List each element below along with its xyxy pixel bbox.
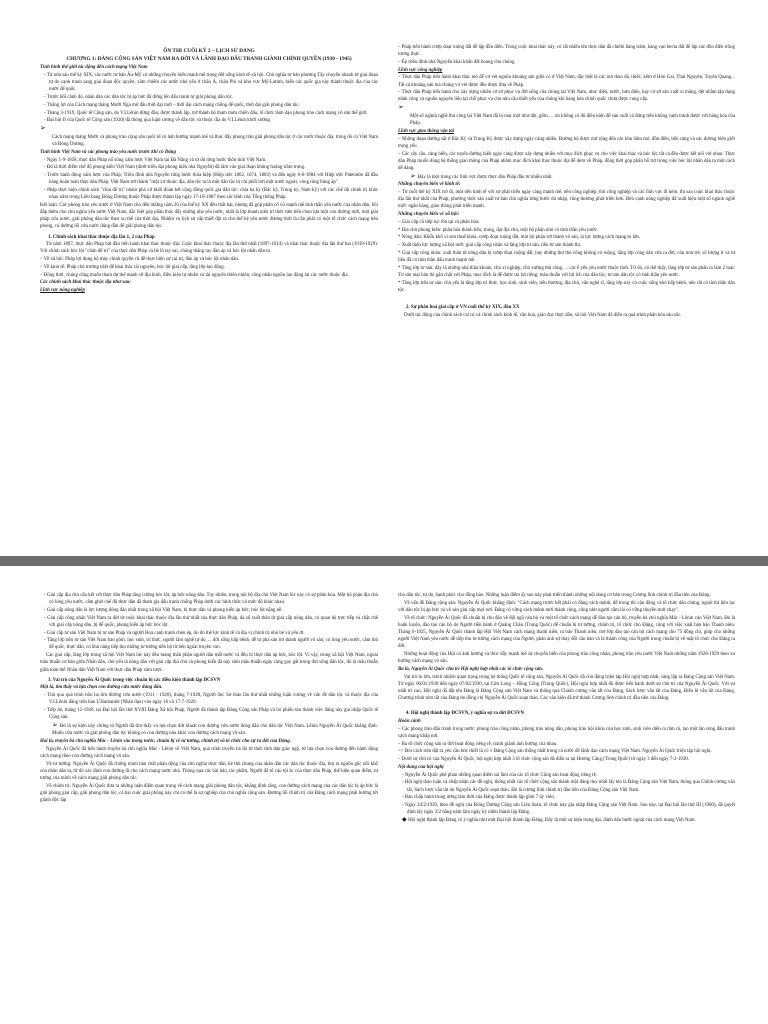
list-item: - Giai cấp địa chủ cấu kết với thực dân Pháp tăng cường bóc lột, áp bức nông dân. Tuy nhiên, trong nội bộ địa chủ Việt Nam lúc này có sự phân hóa. Một bộ phận địa chủ có lòng yêu nước, căm ghét chế độ thực dân đã tham gia đấu tranh chống Pháp dưới các hình thức và mức độ khác nhau. [44,593,379,606]
list-item: - Tiếp đó, tháng 12-1920, tại Đại hội lần thứ XVIII Đảng Xã hội Pháp, Người đã thành lập Đảng Cộng sản Pháp và bỏ phiếu tán thành việc đảng này gia nhập Quốc tế Cộng sản. [44,708,378,721]
bullet-icon: - [44,607,47,613]
bullet-icon: - [44,102,47,108]
list-item: - Trước bối cảnh đó, nhân dân các dân tộc bị áp bức đã đứng lên đấu tranh tự giải phóng dân tộc. [44,95,234,101]
paragraph: Về vấn đề Đảng cộng sản: Nguyễn Ái Quốc khẳng định: "Cách mạng trước hết phải có đảng cách mệnh, để trong thì vận động và tổ chức dân chúng, ngoài thì liên lạc với dân tộc bị áp bức và vô sản giai cấp mọi nơi. Đảng có vững cách mệnh mới thành công, cũng như người cầm lái có vững thuyền mới chạy". [398,600,735,613]
note-text: ➢ Đó là sự kiện này chứng tỏ Người đã tìm thấy và lựa chọn dứt khoát con đường cứu nước đúng đắn cho dân tộc Việt Nam. Lênin Nguyễn Ái Quốc khẳng định: Muốn cứu nước và giải phóng dân tộc không có con đường nào khác con đường cách mạng vô sản. [52,721,378,737]
list-item: - Ngày 1-9-1858, thực dân Pháp nổ súng xâm lược Việt Nam tại Đà Nẵng và từ đó từng bước thôn tính Việt Nam. [44,157,267,163]
paragraph: Từ năm 1897, thực dân Pháp bắt đầu tiến hành khai thác thuộc địa: Cuộc khai thác thuộc địa lần thứ nhất (1897-1914) và khai thác thuộc địa lần thứ hai (1919-1929). Với chính sách bóc lột "chân đế trị" của thực dân Pháp và bè lũ tay sai, chúng thẳng tay đàn áp và bóc lột nhân dân ta. [40,242,378,255]
paragraph: * Giai cấp công nhân: xuất thân từ nông dân bị cướp đoạt ruộng đất, hay những thợ thủ công không có ruộng, tầng lớp công dân vừa ra đời, còn non trẻ, số lượng ít và tư liệu đã có tinh thần đấu tranh mạnh mẽ. [398,250,735,264]
document-page-2 [0,566,768,1024]
heading-policies: Các chính sách khai thác thuộc địa như sau: [40,280,131,286]
paragraph: Về chính trị: Nguyễn Ái Quốc đưa ra những luận điểm quan trọng về cách mạng giải phóng dân tộc, khẳng định rằng, con đường cách mạng của các dân tộc bị áp bức là giải phóng giai cấp, giải phóng dân tộc, cả hai cuộc giải phóng này chỉ có thể là sự nghiệp của chủ nghĩa cộng sản. Đường lối chính trị của Đảng cách mạng phải hướng tới giành độc lập [40,783,378,803]
list-item: - Pháp thực hiện chính sách "chia để trị" nhằm phá vỡ khối đoàn kết cộng đồng quốc gia dân tộc: chia ba kỳ (Bắc kỳ, Trung kỳ, Nam kỳ) với các chế độ chính trị khác nhau nằm trong Liên bang Đông Dương thuộc Pháp được thành lập ngày 17-10-1887 theo sắc lệnh của Tổng thống Pháp. [44,188,378,201]
list-item: ◆ Hội nghị thành lập Đảng có ý nghĩa như một Đại hội thành lập Đảng. Đây là một sự kiện trọng đại, đánh dấu bước ngoặt của cách mạng Việt Nam. [402,817,696,824]
paragraph: – Về kinh tế: Pháp chủ trương triệt để khai thác tài nguyên, bóc lột giai cấp, tầng lớp lao động. [40,264,225,270]
note-text: Cách mạng tháng Mười và phong trào cộng sản quốc tế có ảnh hưởng mạnh mẽ và thúc đẩy phong trào giải phóng dân tộc ở các nước thuộc địa, trong đó có Việt Nam và Đông Dương. [52,134,378,148]
list-item: - Trước hành động xâm lược của Pháp, Triều đình nhà Nguyễn từng bước thỏa hiệp (Hiệp ước 1862, 1874, 1883) và đến ngày 6-6-1884 với Hiệp ước Patenôtre đã đầu hàng hoàn toàn thực dân Pháp, Việt Nam trở thành "một xứ thuộc địa, dân tộc ta là một dân tộc bị chi phối bởi một nước ngoài, vòng tùng bùng áp". [44,173,378,186]
paragraph: * Nông dân: Khốn khổ vì sưu thuế khóa, cướp đoạt ruộng đất, một bộ phận trở thành vô sản, là lực lượng cách mạng to lớn. [398,235,641,241]
heading-social-changes: Những chuyển biến về xã hội: [398,212,460,218]
paragraph: – Từ cuối thế kỷ XIX trở đi, một nền kinh tế với sự phát triển ngày càng mạnh mẽ, nền công nghiệp, thủ công nghiệp và các lĩnh vực đi kèm, thì sau cuộc khai thác thuộc địa lần thứ nhất của Pháp, phương thức sản xuất tư bản chủ nghĩa từng bước du nhập, công thương phát triển hơn. Bên cạnh nông nghiệp đã xuất hiện một số ngành nghề mới: ngân hàng, giao thông phát triển mạnh. [398,190,735,210]
section-heading-4: 4. Hội nghị thành lập ĐCSVN, ý nghĩa sự ra đời ĐCSVN [406,711,525,717]
paragraph: Các giai cấp, tầng lớp trong xã hội Việt Nam lúc này đều mang thân phận người dân mất nước và đều bị thực dân áp bức, bóc lột. Vì vậy, trong xã hội Việt Nam, ngoài mâu thuẫn cơ bản giữa Nhân dân, chủ yếu là nông dân với giai cấp địa chủ và phong kiến đã nảy sinh mâu thuẫn ngày càng gay gắt trong đời sống dân tộc, đó là mâu thuẫn giữa toàn thể Nhân dân Việt Nam với thực dân Pháp xâm lược. [40,653,378,673]
paragraph: – Ba tổ chức cộng sản ra đời hoạt động riêng rẽ, tranh giành ảnh hưởng của nhau. [398,741,558,747]
bullet-icon: - [44,118,47,124]
bullet-icon: - [44,73,47,79]
section-heading-3: 3. Vai trò của Nguyễn Ái Quốc trong việc chuẩn bị các điều kiện thành lập ĐCSVN [48,677,221,683]
list-item: - Tầng lớp tiểu tư sản Việt Nam bao gồm: học sinh, trí thức, người làm nghề tự do, ... đời sống bấp bênh, dễ bị phá sản trở thành người vô sản; có lòng yêu nước, căm thù đế quốc, thực dân, có khả năng tiếp thu những tư tưởng tiến bộ từ bên ngoài truyền vào. [44,638,378,651]
heading-economic-changes: Những chuyển biến về kinh tế: [398,182,461,188]
paragraph: Về tư tưởng: Nguyễn Ái Quốc đã chứng minh bản chất phản động của chủ nghĩa thực dân, kẻ thù chung của nhân dân các dân tộc thuộc địa, tìm ra nguồn gốc nỗi khổ của nhân dân ta, từ đó xác định con đường đi cho cách mạng nước nhà. Thông qua các bài báo, tác phẩm, Người đã tố cáo tội ác của thực dân Pháp, thể hiện quan điểm, tư tưởng của mình về cách mạng giải phóng dân tộc. [40,761,378,781]
arrow-icon: ➢ [398,103,404,112]
paragraph: – Đồng thời, chúng cũng muốn tham dự thế mạnh về địa hình, điều kiện tự nhiên và tài nguyên thiên nhiên, công nhân nguồn lao động tại các nước thuộc địa. [40,272,349,278]
paragraph: Vai trò to lớn, trách nhiệm quan trọng trong hệ thống Quốc tế cộng sản, Nguyễn Ái Quốc đã chủ động triệu tập Hội nghị hợp nhất, sáng lập ra Đảng Cộng sản Việt Nam. Từ ngày 06/01/1930 đến ngày 07/02/1930, tại Cửu Long – Hồng Công (Trung Quốc), Hội nghị hợp nhất đã được tiến hành dưới sự chủ trì của Nguyễn Ái Quốc. Với sự nhất trí cao, Hội nghị đã đặt tên Đảng là Đảng Cộng sản Việt Nam và thông qua Chánh cương vắn tắt của Đảng, Sách lược vắn tắt của Đảng, Điều lệ vắn tắt của Đảng, Chương trình tóm tắt của Đảng do đồng chí Nguyễn Ái Quốc soạn thảo. Các văn kiện đã trở thành Cương lĩnh chính trị đầu tiên của Đảng. [398,674,735,702]
paragraph: Nguyễn Ái Quốc đã tiến hành truyền bá chủ nghĩa Mác - Lênin về Việt Nam, quá trình truyền bá đó từ thức tỉnh dân giác ngộ, từ lựa chọn con đường đến hành động cách mạng theo con đường cách mạng vô sản. [40,746,378,759]
arrow-icon: ➢ [410,171,418,180]
paragraph: Dưới tác động của chính sách cai trị và chính sách kinh tế, văn hoá, giáo dục thực dân, xã hội Việt Nam đã diễn ra quá trình phân hóa sâu sắc. [404,312,682,318]
paragraph: – Thực dân Pháp tiến hành khai thác mỏ để vơ vét nguồn khoáng sản giữa có ở Việt Nam, đặc biệt là các mỏ than đá, thiếc, kẽm ở Hòn Gai, Thái Nguyên, Tuyên Quang... Tất cả khoáng sản mà chúng vơ vét được đều được đưa về Pháp. [398,75,735,88]
paragraph: * Tầng lớp tư sản: đây là những nhà thầu khoán, chủ xí nghiệp, chủ xưởng thủ công, ... các ể yếu yêu nước thuộc thời. Từ đó, có thể thấy, tầng lớp tư sản phân ra làm 2 loại: Tư sản mại bản thì gắn chặt với Pháp, mục đích là để được ưu lợi riêng; mâu thuẫn với lợi ích của dân tộc; tư sản dân tộc có tinh thần yêu nước. [398,265,735,278]
bullet-icon: - [402,795,405,801]
bullet-icon: - [44,638,47,644]
heading-world-situation: Tình hình thế giới tác động đến cách mạng Việt Nam [40,65,148,71]
list-item: - Từ nửa sau thế kỷ XIX, các nước tư bản Âu-Mỹ có những chuyển biến mạnh mẽ trong đời sống kinh tế-xã hội. Chủ nghĩa tư bản phương Tây chuyển nhanh từ giai đoạn tự do cạnh tranh sang giai đoạn độc quyền, xâm chiếm các nước nhỏ yếu ở châu Á, châu Phi và khu vực Mỹ-Latinh, biến các quốc gia này thành thuộc địa của các nước đế quốc. [44,73,378,93]
paragraph: * Tầng lớp tiểu tư sản: chủ yếu là tầng lớp trí thức, học sinh, sinh viên, tiểu thương, địa chủ, văn nghệ sĩ, tầng lớp này có cuộc sống khó bấp bênh, nên rất có tinh thần dân tộc. [398,280,735,293]
list-item: - Giai cấp công nhân Việt Nam ra đời từ cuộc khai thác thuộc địa lần thứ nhất của thực dân Pháp, đa số xuất thân từ giai cấp nông dân, có quan hệ trực tiếp và chặt chẽ với giai cấp nông dân, bị đế quốc, phong kiến áp bức bóc lột. [44,615,378,628]
paragraph: => Đòi cách trên đặt ra yêu cầu bức thiết là có 1 Đảng Cộng sản thống nhất trong cả nước để lãnh đạo cách mạng Việt Nam. Nguyễn Ái Quốc triệu tập hội nghị. [398,749,712,755]
heading-point-three: Ba là, Nguyễn Ái Quốc chủ trì Hội nghị hợp nhất các tổ chức cộng sản. [398,666,544,672]
list-item: - Hội nghị thảo luận và chấp nhận các đề nghị, thống nhất các tổ chức cộng sản thành một đảng duy nhất lấy tên là Đảng Cộng sản Việt Nam, thông qua Chính cương vắn tắt, Sách lược vắn tắt do Nguyễn Ái Quốc soạn thảo. Đó là cương lĩnh chính trị đầu tiên của Đảng Cộng sản Việt Nam. [402,780,735,793]
arrow-note [40,125,378,133]
heading-agriculture: Lĩnh vực nông nghiệp [40,288,85,294]
list-item: - Tháng 3-1919, Quốc tế Cộng sản, do V.I.Lênin đứng đầu, được thành lập, trở thành bộ tham mưu chiến đấu, tổ chức lãnh đạo phong trào cách mạng vô sản thế giới. [44,110,368,116]
bullet-icon: - [402,780,405,786]
page1-right-column [398,0,735,320]
bullet-icon: - [44,157,47,163]
bullet-icon: - [44,95,47,101]
paragraph: – Dưới sự chủ trì của Nguyễn Ái Quốc, hội nghị hợp nhất 3 tổ chức cộng sản đã diễn ra tại Hương Cảng (Trung Quốc) từ ngày 3 đến ngày 7-2-1930. [398,757,689,763]
list-item: - Giai cấp nông dân là lực lượng đông đảo nhất trong xã hội Việt Nam, bị thực dân và phong kiến áp bức, bóc lột nặng nề. [44,607,283,613]
list-item: - Đó là thời điểm chế độ phong kiến Việt Nam (dưới triều đại phong kiến nhà Nguyễn) đã lâm vào giai đoạn khủng hoảng trầm trọng. [44,165,306,171]
bullet-icon: - [44,165,47,171]
bullet-icon: - [44,188,48,193]
conclusion-paragraph: Kết luận: Các phong trào yêu nước ở Việt Nam cho đến những năm 20 của thế kỷ XX đều thất bại, nhưng đã góp phần cổ vũ mạnh mẽ tinh thần yêu nước của nhân dân, bồi đắp thêm cho chủ nghĩa yêu nước Việt Nam, đặc biệt góp phần thúc đẩy những nhà yêu nước, nhất là lớp thanh niên trí thức tiên tiến chọn lựa một con đường mới, một giải pháp cứu nước, giải phóng dân tộc theo xu thế của thời đại. Nhiệm vụ lịch sử cấp thiết đặt ra cho thế hệ yêu nước đương thời là cần phải có một tổ chức cách mạng tiên phong, có đường lối cứu nước đúng đắn để giải phóng dân tộc. [40,202,378,230]
list-item: - Ban chấp hành trung ương lâm thời của Đảng được thành lập gồm 7 ủy viên. [402,795,556,801]
heading-vietnam-situation: Tình hình Việt Nam và các phong trào yêu nước trước khi có Đảng [40,149,176,155]
bullet-icon: - [44,173,48,179]
page1-left-column [40,0,378,295]
bullet-icon: - [44,615,48,621]
heading-transport: Lĩnh vực giao thông vận tải [398,128,455,134]
paragraph: – Những đoạn đường sắt ở Bắc Kỳ và Trung Kỳ được xây dựng ngày càng nhiều. Đường bộ được mở rộng đến các khu hầm mỏ, đồn điền, bến cảng và các đường biên giới trọng yếu. [398,136,735,149]
document-title: ÔN THI CUỐI KỲ 2 – LỊCH SỬ ĐẢNG [163,48,255,54]
bullet-icon: - [44,708,48,714]
section-heading-1: 1. Chính sách khai thác thuộc địa lần 1, 2 của Pháp [48,234,155,240]
heading-point-two: Hai là, truyền bá chủ nghĩa Mác - Lênin vào trong nước, chuẩn bị về tư tưởng, chính trị và tổ chức cho sự ra đời của Đảng. [40,738,291,744]
heading-point-one: Một là, tìm thấy và lựa chọn con đường cứu nước đúng đắn. [40,685,163,691]
paragraph: * Địa chủ phong kiến: phân hóa thành tiểu, trung, đại địa chủ, một bộ phận nhỏ có tinh thần yêu nước. [398,227,599,233]
arrow-icon: ➢ [40,124,46,133]
bullet-icon: - [44,630,47,636]
bullet-icon: - [44,110,47,116]
paragraph: – Ép triều đình nhà Nguyễn khai khẩn đất hoang cho chúng. [398,59,516,65]
diamond-bullet-icon: ◆ [402,817,409,824]
bullet-icon: - [44,593,47,598]
page2-left-column [40,566,378,805]
list-item: - Thắng lợi của Cách mạng tháng Mười Nga mở đầu thời đại mới – thời đại cách mạng chống đế quốc, thời đại giải phóng dân tộc. [44,102,300,108]
paragraph: – Các phong trào đấu tranh trong nước: phong trào công nhân, phong trào nông dân, phong trào hội khóa của học sinh, sinh viên diễn ra rầm rộ, tạo một làn sóng đấu tranh cách mạng khắp nơi. [398,726,735,739]
bullet-icon: - [402,772,405,778]
list-item: - Nguyễn Ái Quốc phê phán những quan điểm sai lầm của các tổ chức Cộng sản hoạt động riêng rẽ. [402,772,598,778]
arrow-note [398,104,735,112]
arrow-icon: ➢ [52,721,60,729]
paragraph: – Thực dân Pháp tiến hành cho xây dựng nhiều cơ sở phục vụ đời sống của chúng tại Việt Nam, như: điện, nước, bưu điện, hay cơ sở sản xuất xi măng, dệt nhằm tận dụng nhân công và nguồn nguyên liệu tại chỗ phục vụ cho nhu cầu thiết yếu của chúng khi hàng hóa chính quốc chưa được cung cấp. [398,90,735,103]
list-item: - Đại hội II của Quốc tế Cộng sản (1920) đã thông qua luận cương về dân tộc và thuộc địa do V.I.Lênin khởi xướng. [44,118,272,124]
paragraph: – Các cây cầu, cảng biển, các tuyến đường biển ngày càng được xây dựng nhiều với mục đích phục vụ cho việc khai thác và bóc lột, tất cả đều được kết nối với nhau. Thực dân Pháp muốn dùng hệ thống giao thông của Pháp nhằm mục đích khai thác thuộc địa để đem về Pháp, đồng thời góp phần hỗ trợ trong việc bóc lột nhân dân ta một cách dễ dàng. [398,151,735,171]
bullet-icon: - [402,803,406,809]
paragraph: – Pháp tiến hành cướp đoạt ruộng đất để lập đồn điền. Trong cuộc khai thác này, có rất nhiều tên thực dân đã chiếm hàng trăm, hàng vạn hecta đất để lập các đồn điền trồng lương thực. [398,45,735,58]
paragraph: Những hoạt động của Hội có ảnh hưởng và thúc đẩy mạnh mẽ sự chuyển biến của phong trào công nhân, phong trào yêu nước Việt Nam những năm 1928-1929 theo xu hướng cách mạng vô sản. [398,652,735,665]
paragraph: cho dân tộc, tự do, hạnh phúc cho đồng bào. Những luận điểm ấy sau này phát triển thành những nội dung cơ bản trong Cương lĩnh chính trị đầu tiên của Đảng. [398,593,711,598]
note-text: Một số ngành nghề thủ công tại Việt Nam đã bị mai một như dệt, gốm, ... do không có đủ điều kiện để sản xuất và đứng trên không cạnh tranh được với hàng hóa của Pháp. [410,113,735,127]
paragraph: – Giai cấp cũ tiếp tục tồn tại và phân hóa: [398,219,480,225]
section-heading-2: 2. Sự phân hoá giai cấp ở VN cuối thế kỷ XIX, đầu XX [406,305,520,311]
list-item: - Trải qua quá trình bôn ba tìm đường cứu nước (1911 - 1920), tháng 7-1920, Người đọc Sơ thảo lần thứ nhất những luận cương về vấn đề dân tộc và thuộc địa của V.I.Lênin đăng trên báo L'Humanité (Nhân đạo) vào ngày 16 và 17-7-1920. [44,693,379,706]
heading-industry: Lĩnh vực công nghiệp [398,67,443,73]
paragraph: – Về xã hội: Pháp lợi dụng bộ máy chính quyền cũ để thực hiện sự cai trị, đàn áp và bóc lột nhân dân. [40,257,240,263]
list-item: - Giai cấp tư sản Việt Nam bị tư sản Pháp và người Hoa cạnh tranh chèn ép, do đó thế lực kinh tế và địa vị chính trị nhỏ bé và yếu ớt. [44,630,305,636]
bullet-icon: - [44,693,48,699]
list-item: - Ngày 24/2/1930, theo đề nghị của Đông Dương Cộng sản Liên đoàn, tổ chức này gia nhập Đảng Cộng sản Việt Nam. Sau này, tại Đại hội lần thứ III (1960), đã quyết định lấy ngày 3/2 hằng năm làm ngày kỷ niệm thành lập Đảng. [402,803,735,816]
heading-content: Nội dung của hội nghị [398,764,444,770]
paragraph: Về tổ chức: Nguyễn Ái Quốc đã chuẩn bị chu đáo về đội ngũ cán bộ và một tổ chức cách mạng để đào tạo cán bộ, truyền bá chủ nghĩa Mác - Lênin vào Việt Nam. Đó là huấn luyện, đào tạo cán bộ do Người tiến hành ở Quảng Châu (Trung Quốc) để chuẩn bị tư tưởng, chính trị, tổ chức cho Đảng, cùng với việc xuất bản báo Thanh niên. Tháng 6-1925, Nguyễn Ái Quốc thành lập Hội Việt Nam cách mạng thanh niên, ra báo Thanh niên, mở lớp đào tạo cán bộ cách mạng cho 75 đồng chí, giúp cho những người Việt Nam yêu nước dễ tiếp thu tư tưởng cách mạng của Người, phản ánh sự thay đổi căn bản và là thành công của Người trong chuẩn bị về mặt tổ chức cho Đảng ra đời. [398,615,735,650]
page2-right-column [398,566,735,825]
heading-context: Hoàn cảnh [398,719,421,725]
note-text: ➢ Đây là một trong các lĩnh vực được thực dân Pháp đầu tư nhiều nhất. [410,171,553,180]
paragraph: – Xuất hiện lực lượng xã hội mới: giai cấp công nhân và tầng lớp tư sản, tiểu tư sản thành thị. [398,243,582,249]
chapter-title: CHƯƠNG 1: ĐẢNG CỘNG SẢN VIỆT NAM RA ĐỜI VÀ LÃNH ĐẠO ĐẤU TRANH GIÀNH CHÍNH QUYỀN (1930 - 1945) [66,56,352,63]
